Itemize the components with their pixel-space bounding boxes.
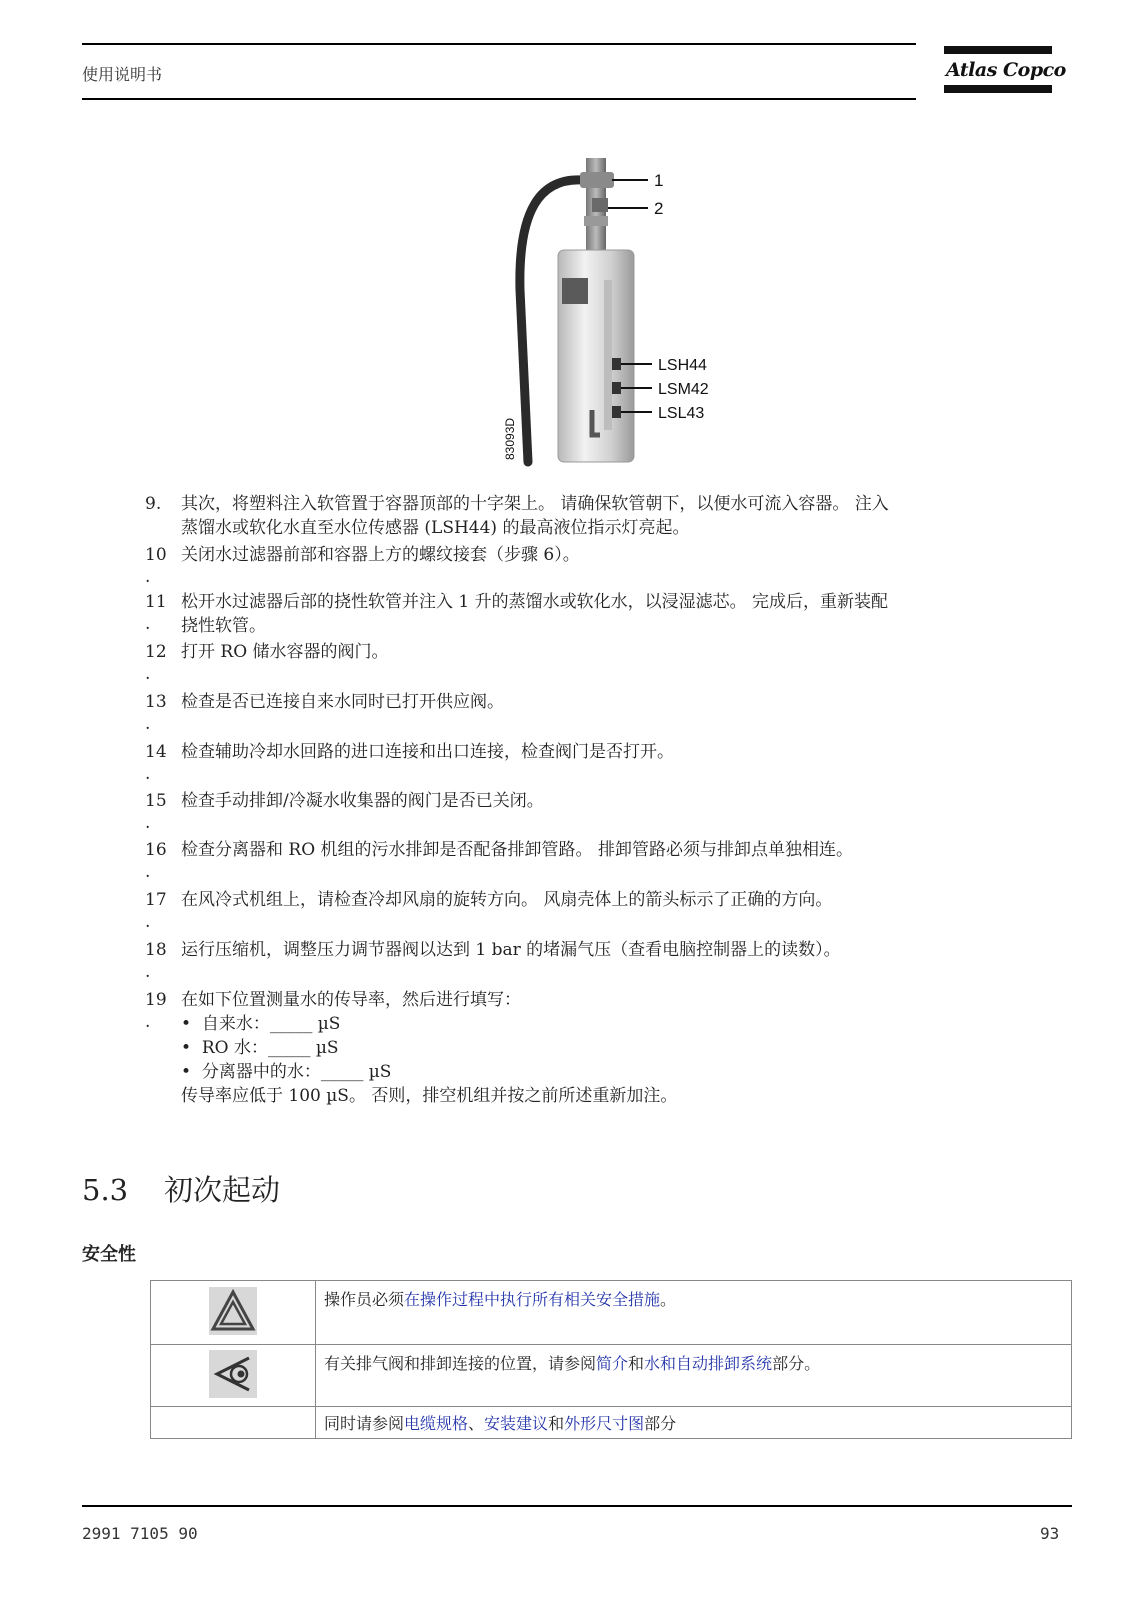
text: 和 xyxy=(628,1354,645,1373)
step-number: 10 xyxy=(145,545,167,565)
logo-text: Atlas Copco xyxy=(946,59,1066,81)
callout-lsm42: LSM42 xyxy=(658,381,709,398)
warning-triangle-icon xyxy=(209,1287,257,1335)
bullet-item: • 分离器中的水：_____ µS xyxy=(181,1062,392,1082)
bullet-item: • 自来水：_____ µS xyxy=(181,1014,341,1034)
document-title: 使用说明书 xyxy=(82,65,163,84)
text: 和 xyxy=(548,1414,565,1433)
bullet-item: • RO 水：_____ µS xyxy=(181,1038,339,1058)
icon-cell xyxy=(151,1281,316,1345)
icon-cell xyxy=(151,1407,316,1439)
step-dot: . xyxy=(145,912,151,932)
step-number: 18 xyxy=(145,940,167,960)
step-number: 11 xyxy=(145,592,167,612)
callout-1: 1 xyxy=(654,171,664,190)
icon-cell xyxy=(151,1345,316,1407)
step-number: 19 xyxy=(145,990,167,1010)
step-text: 检查分离器和 RO 机组的污水排卸是否配备排卸管路。 排卸管路必须与排卸点单独相连。 xyxy=(181,840,853,860)
page-number: 93 xyxy=(1040,1524,1060,1543)
section-title: 初次起动 xyxy=(164,1173,281,1207)
safety-table xyxy=(150,1280,1072,1439)
water-tank-figure xyxy=(500,150,760,475)
text: 同时请参阅 xyxy=(324,1414,405,1433)
step-text: 在风冷式机组上，请检查冷却风扇的旋转方向。 风扇壳体上的箭头标示了正确的方向。 xyxy=(181,890,833,910)
safety-measures-link[interactable]: 在操作过程中执行所有相关安全措施 xyxy=(404,1290,661,1309)
bullet-text: 分离器中的水：_____ µS xyxy=(201,1062,392,1082)
step-dot: . xyxy=(145,764,151,784)
step-number: 17 xyxy=(145,890,167,910)
step-dot: . xyxy=(145,1012,151,1032)
section-heading xyxy=(82,1168,280,1209)
step-text: 关闭水过滤器前部和容器上方的螺纹接套（步骤 6）。 xyxy=(181,545,580,565)
step-number: 9. xyxy=(145,494,162,514)
doc-number: 2991 7105 90 xyxy=(82,1524,198,1543)
step-number: 15 xyxy=(145,791,167,811)
dimension-drawing-link[interactable]: 外形尺寸图 xyxy=(564,1414,645,1433)
bullet-text: 自来水：_____ µS xyxy=(201,1014,341,1034)
callout-lsl43: LSL43 xyxy=(658,405,705,422)
step-text: 松开水过滤器后部的挠性软管并注入 1 升的蒸馏水或软化水，以浸湿滤芯。 完成后，重新装配 xyxy=(181,592,889,612)
step-text: 挠性软管。 xyxy=(181,616,266,636)
step-text: 打开 RO 储水容器的阀门。 xyxy=(181,642,389,662)
water-drain-system-link[interactable]: 水和自动排卸系统 xyxy=(644,1354,773,1373)
step-dot: . xyxy=(145,664,151,684)
conductivity-note: 传导率应低于 100 µS。 否则，排空机组并按之前所述重新加注。 xyxy=(181,1086,678,1106)
cable-size-link[interactable]: 电缆规格 xyxy=(404,1414,469,1433)
step-number: 13 xyxy=(145,692,167,712)
text: 操作员必须 xyxy=(324,1290,405,1309)
step-number: 14 xyxy=(145,742,167,762)
step-dot: . xyxy=(145,813,151,833)
introduction-link[interactable]: 简介 xyxy=(596,1354,629,1373)
safety-text xyxy=(316,1281,1072,1345)
text: 部分。 xyxy=(772,1354,821,1373)
text: 、 xyxy=(468,1414,485,1433)
step-dot: . xyxy=(145,567,151,587)
callout-lsh44: LSH44 xyxy=(658,357,707,374)
step-text: 检查是否已连接自来水同时已打开供应阀。 xyxy=(181,692,504,712)
header-bottom-rule xyxy=(82,98,916,100)
bullet-text: RO 水：_____ µS xyxy=(201,1038,339,1058)
step-dot: . xyxy=(145,862,151,882)
step-text: 检查手动排卸/冷凝水收集器的阀门是否已关闭。 xyxy=(181,791,544,811)
step-dot: . xyxy=(145,714,151,734)
text: 部分 xyxy=(644,1414,677,1433)
installation-proposal-link[interactable]: 安装建议 xyxy=(484,1414,549,1433)
step-text: 在如下位置测量水的传导率，然后进行填写： xyxy=(181,990,521,1010)
step-text: 蒸馏水或软化水直至水位传感器 (LSH44) 的最高液位指示灯亮起。 xyxy=(181,518,690,538)
step-dot: . xyxy=(145,614,151,634)
header-top-rule xyxy=(82,43,916,45)
table-row xyxy=(151,1407,1072,1439)
step-text: 运行压缩机，调整压力调节器阀以达到 1 bar 的堵漏气压（查看电脑控制器上的读数）。 xyxy=(181,940,841,960)
eye-reference-icon xyxy=(209,1350,257,1398)
safety-text xyxy=(316,1407,1072,1439)
footer-rule xyxy=(82,1505,1072,1507)
table-row xyxy=(151,1281,1072,1345)
table-row xyxy=(151,1345,1072,1407)
step-number: 12 xyxy=(145,642,167,662)
step-number: 16 xyxy=(145,840,167,860)
text: 。 xyxy=(660,1290,677,1309)
figure-id: 83093D xyxy=(503,417,517,460)
step-dot: . xyxy=(145,962,151,982)
safety-text xyxy=(316,1345,1072,1407)
subheading-safety: 安全性 xyxy=(82,1244,136,1265)
text: 有关排气阀和排卸连接的位置，请参阅 xyxy=(324,1354,597,1373)
step-text: 其次，将塑料注入软管置于容器顶部的十字架上。 请确保软管朝下，以便水可流入容器。 注入 xyxy=(181,494,889,514)
atlas-copco-logo xyxy=(944,46,1066,93)
callout-2: 2 xyxy=(654,199,664,218)
step-text: 检查辅助冷却水回路的进口连接和出口连接，检查阀门是否打开。 xyxy=(181,742,674,762)
section-number: 5.3 xyxy=(82,1173,129,1207)
